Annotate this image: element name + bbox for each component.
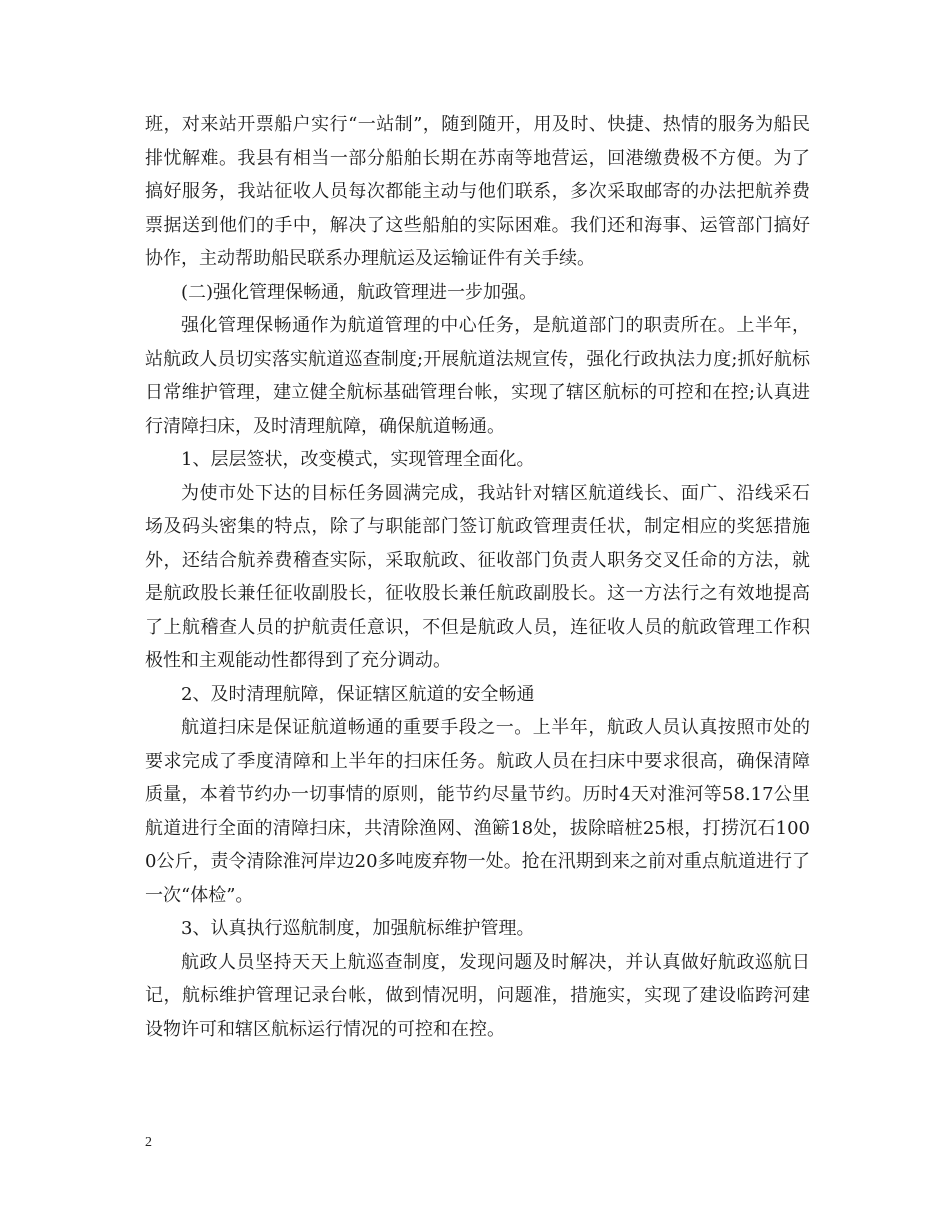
paragraph: 为使市处下达的目标任务圆满完成，我站针对辖区航道线长、面广、沿线采石场及码头密集的特点，除了与职能部门签订航政管理责任状，制定相应的奖惩措施外，还结合航养费稽查实际，采取航政、征收部门负责人职务交叉任命的方法，就是航政股长兼任征收副股长，征收股长兼任航政副股长。这一方法行之有效地提高了上航稽查人员的护航责任意识，不但是航政人员，连征收人员的航政管理工作积极性和主观能动性都得到了充分调动。 [145, 482, 810, 671]
paragraph: 强化管理保畅通作为航道管理的中心任务，是航道部门的职责所在。上半年，站航政人员切实落实航道巡查制度;开展航道法规宣传，强化行政执法力度;抓好航标日常维护管理，建立健全航标基础管理台帐，实现了辖区航标的可控和在控;认真进行清障扫床，及时清理航障，确保航道畅通。 [145, 315, 810, 437]
subsection-heading: 2、及时清理航障，保证辖区航道的安全畅通 [181, 683, 535, 705]
document-body [145, 108, 810, 1046]
paragraph: 班，对来站开票船户实行“一站制”，随到随开，用及时、快捷、热情的服务为船民排忧解难。我县有相当一部分船舶长期在苏南等地营运，回港缴费极不方便。为了搞好服务，我站征收人员每次都能主动与他们联系，多次采取邮寄的办法把航养费票据送到他们的手中，解决了这些船舶的实际困难。我们还和海事、运管部门搞好协作，主动帮助船民联系办理航运及运输证件有关手续。 [145, 114, 810, 269]
paragraph: 航政人员坚持天天上航巡查制度，发现问题及时解决，并认真做好航政巡航日记，航标维护管理记录台帐，做到情况明，问题准，措施实，实现了建设临跨河建设物许可和辖区航标运行情况的可控和在控。 [145, 951, 810, 1040]
subsection-heading: 3、认真执行巡航制度，加强航标维护管理。 [181, 918, 535, 939]
page-number: 2 [145, 1135, 152, 1150]
subsection-heading: 1、层层签状，改变模式，实现管理全面化。 [181, 449, 535, 470]
section-heading: (二)强化管理保畅通，航政管理进一步加强。 [181, 281, 538, 303]
paragraph: 航道扫床是保证航道畅通的重要手段之一。上半年，航政人员认真按照市处的要求完成了季度清障和上半年的扫床任务。航政人员在扫床中要求很高，确保清障质量，本着节约办一切事情的原则，能节约尽量节约。历时4天对淮河等58.17公里航道进行全面的清障扫床，共清除渔网、渔簖18处，拔除暗桩25根，打捞沉石1000公斤，责令清除淮河岸边20多吨废弃物一处。抢在汛期到来之前对重点航道进行了一次“体检”。 [145, 717, 810, 906]
